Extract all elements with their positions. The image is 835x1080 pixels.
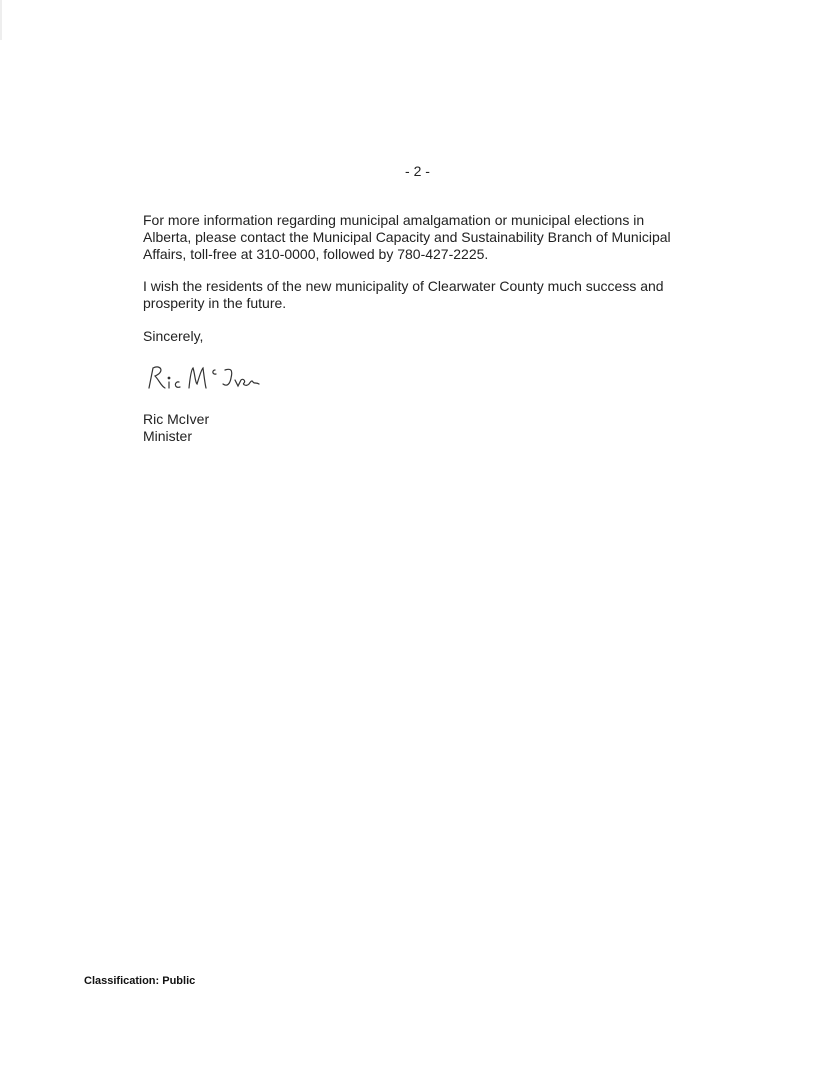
paragraph-well-wishes: I wish the residents of the new municipality of Clearwater County much success and prosperity in the future. bbox=[143, 278, 664, 311]
signer-title: Minister bbox=[143, 428, 193, 444]
paragraph-contact-info: For more information regarding municipal amalgamation or municipal elections in Alberta, please contact the Municipal Capacity and Sustainability Branch of Municipal Affairs, toll-free at 310-0000, followed by 780-427-2225. bbox=[143, 212, 671, 262]
closing-salutation: Sincerely, bbox=[143, 328, 204, 344]
handwritten-signature-icon bbox=[145, 360, 265, 401]
scan-edge bbox=[0, 0, 2, 40]
classification-label: Classification: Public bbox=[84, 975, 196, 987]
page-number: - 2 - bbox=[405, 163, 430, 179]
signer-block bbox=[143, 411, 209, 445]
signer-name: Ric McIver bbox=[143, 411, 210, 427]
